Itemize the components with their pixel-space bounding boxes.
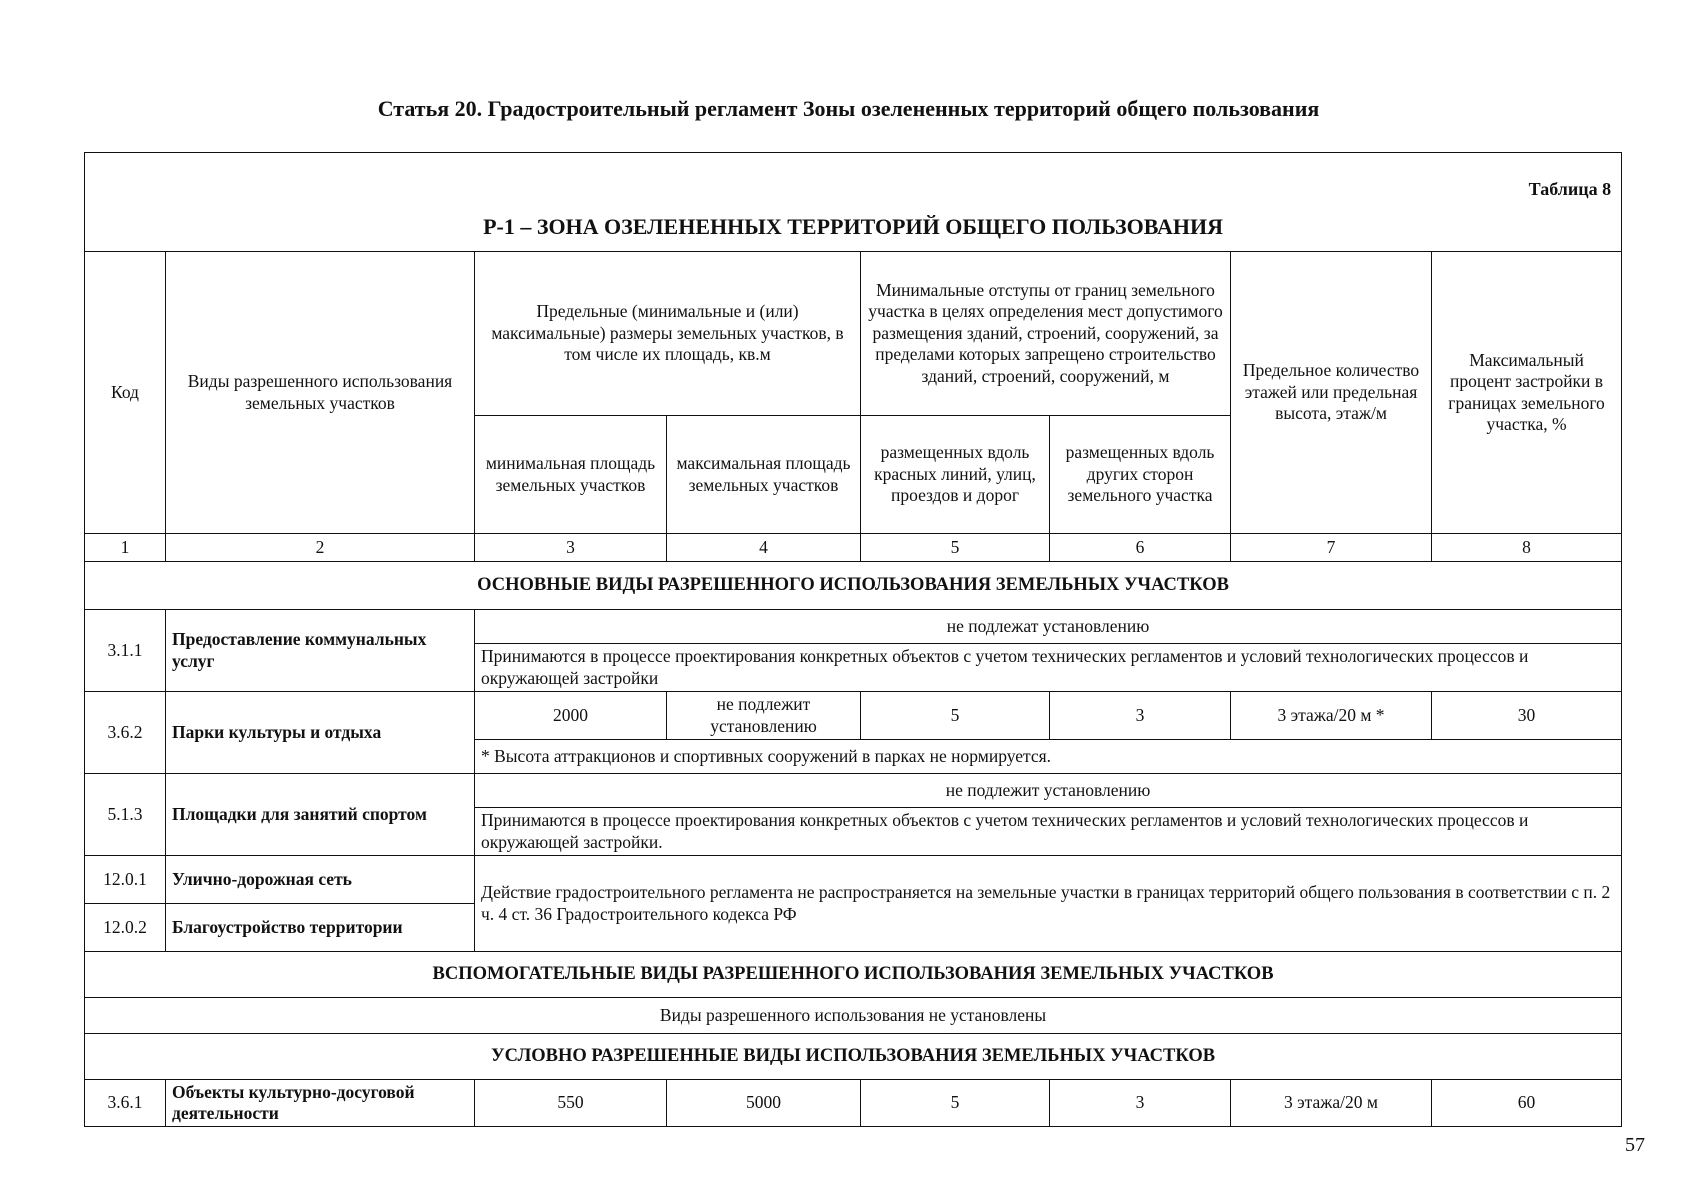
row-note: Принимаются в процессе проектирования конкретных объектов с учетом технических регламентов и условий технологических процессов и окружающей застройки [475, 644, 1622, 692]
header-max-area: максимальная площадь земельных участков [667, 416, 861, 534]
row-name: Благоустройство территории [166, 904, 475, 952]
row-name: Парки культуры и отдыха [166, 692, 475, 774]
table-row [85, 1080, 1622, 1127]
column-numbers-row [85, 534, 1622, 562]
row-name: Объекты культурно-досуговой деятельности [166, 1080, 475, 1127]
header-min-area: минимальная площадь земельных участков [475, 416, 667, 534]
page-number: 57 [1625, 1134, 1645, 1156]
header-use-types: Виды разрешенного использования земельных участков [166, 252, 475, 534]
row-code: 12.0.1 [85, 856, 166, 904]
row-min-area: 550 [475, 1080, 667, 1127]
column-number: 6 [1050, 534, 1231, 562]
row-status: не подлежат установлению [475, 610, 1622, 644]
regulation-table [84, 152, 1622, 1127]
header-plot-sizes: Предельные (минимальные и (или) максимальные) размеры земельных участков, в том числе их площадь, кв.м [475, 252, 861, 416]
row-name: Площадки для занятий спортом [166, 774, 475, 856]
row-note: * Высота аттракционов и спортивных сооружений в парках не нормируется. [475, 740, 1622, 774]
section-heading-conditional: УСЛОВНО РАЗРЕШЕННЫЕ ВИДЫ ИСПОЛЬЗОВАНИЯ ЗЕМЕЛЬНЫХ УЧАСТКОВ [85, 1034, 1622, 1080]
row-coverage: 60 [1432, 1080, 1622, 1127]
row-note: Принимаются в процессе проектирования конкретных объектов с учетом технических регламентов и условий технологических процессов и окружающей застройки. [475, 808, 1622, 856]
row-code: 5.1.3 [85, 774, 166, 856]
header-setbacks: Минимальные отступы от границ земельного участка в целях определения мест допустимого размещения зданий, строений, сооружений, за пределами которых запрещено строительство зданий, строений, сооружений, м [861, 252, 1231, 416]
row-other-sides: 3 [1050, 1080, 1231, 1127]
table-row [85, 692, 1622, 740]
table-label: Таблица 8 [1528, 179, 1612, 199]
zone-name: Р-1 – ЗОНА ОЗЕЛЕНЕННЫХ ТЕРРИТОРИЙ ОБЩЕГО ПОЛЬЗОВАНИЯ [483, 213, 1224, 239]
header-floors: Предельное количество этажей или предельная высота, этаж/м [1231, 252, 1432, 534]
row-red-lines: 5 [861, 1080, 1050, 1127]
row-name: Предоставление коммунальных услуг [166, 610, 475, 692]
header-code: Код [85, 252, 166, 534]
header-red-lines: размещенных вдоль красных линий, улиц, проездов и дорог [861, 416, 1050, 534]
section-auxiliary-row [85, 952, 1622, 998]
column-number: 3 [475, 534, 667, 562]
row-max-area: не подлежит установлению [667, 692, 861, 740]
table-row [85, 856, 1622, 904]
row-red-lines: 5 [861, 692, 1050, 740]
table-row [85, 774, 1622, 808]
page-title: Статья 20. Градостроительный регламент Зоны озелененных территорий общего пользования [377, 96, 1320, 121]
section-auxiliary-note: Виды разрешенного использования не установлены [85, 998, 1622, 1034]
row-floors: 3 этажа/20 м * [1231, 692, 1432, 740]
row-min-area: 2000 [475, 692, 667, 740]
column-number: 1 [85, 534, 166, 562]
row-code: 3.1.1 [85, 610, 166, 692]
row-other-sides: 3 [1050, 692, 1231, 740]
section-heading-auxiliary: ВСПОМОГАТЕЛЬНЫЕ ВИДЫ РАЗРЕШЕННОГО ИСПОЛЬЗОВАНИЯ ЗЕМЕЛЬНЫХ УЧАСТКОВ [85, 952, 1622, 998]
row-code: 3.6.2 [85, 692, 166, 774]
row-status: не подлежит установлению [475, 774, 1622, 808]
row-code: 12.0.2 [85, 904, 166, 952]
column-number: 2 [166, 534, 475, 562]
row-coverage: 30 [1432, 692, 1622, 740]
column-number: 5 [861, 534, 1050, 562]
zone-title-row [85, 153, 1622, 252]
row-note: Действие градостроительного регламента не распространяется на земельные участки в границах территорий общего пользования в соответствии с п. 2 ч. 4 ст. 36 Градостроительного кодекса РФ [475, 856, 1622, 952]
section-conditional-row [85, 1034, 1622, 1080]
row-name: Улично-дорожная сеть [166, 856, 475, 904]
header-coverage: Максимальный процент застройки в границах земельного участка, % [1432, 252, 1622, 534]
section-main-row [85, 562, 1622, 610]
column-number: 7 [1231, 534, 1432, 562]
zone-title-cell [85, 153, 1622, 252]
header-other-sides: размещенных вдоль других сторон земельного участка [1050, 416, 1231, 534]
row-max-area: 5000 [667, 1080, 861, 1127]
section-auxiliary-note-row [85, 998, 1622, 1034]
section-heading-main: ОСНОВНЫЕ ВИДЫ РАЗРЕШЕННОГО ИСПОЛЬЗОВАНИЯ ЗЕМЕЛЬНЫХ УЧАСТКОВ [85, 562, 1622, 610]
table-row [85, 610, 1622, 644]
column-number: 8 [1432, 534, 1622, 562]
row-code: 3.6.1 [85, 1080, 166, 1127]
row-floors: 3 этажа/20 м [1231, 1080, 1432, 1127]
header-row [85, 252, 1622, 416]
column-number: 4 [667, 534, 861, 562]
